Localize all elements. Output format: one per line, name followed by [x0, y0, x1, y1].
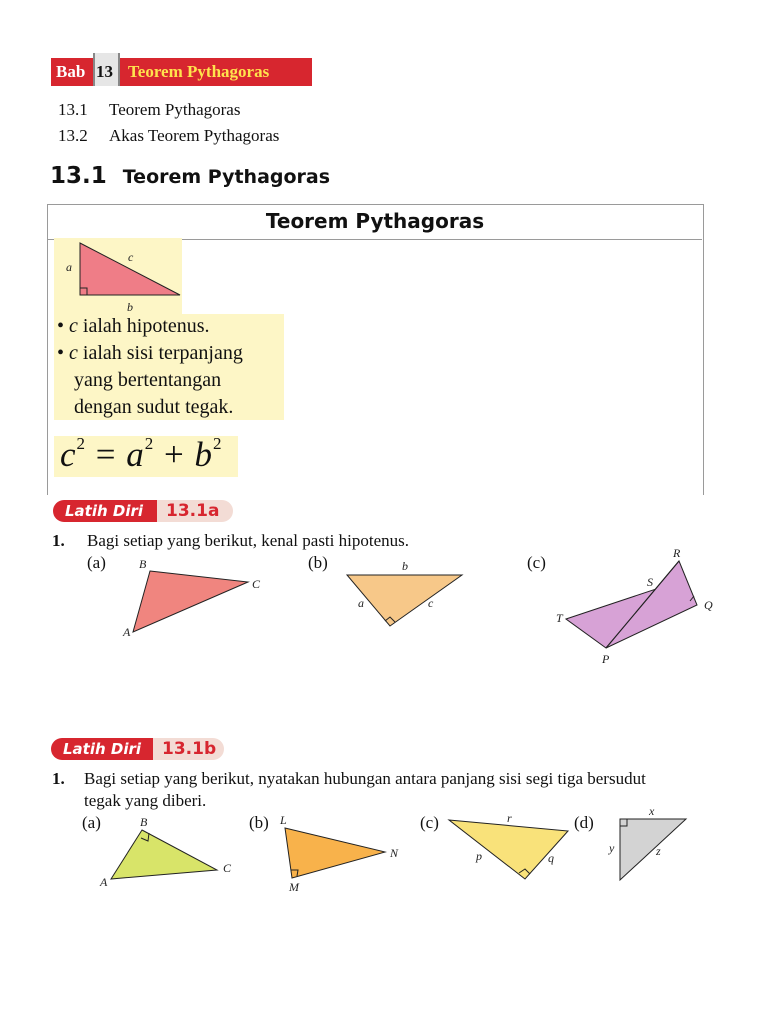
side-label: z: [656, 844, 661, 858]
side-label: r: [507, 811, 512, 825]
vertex-label: B: [139, 557, 147, 571]
latih-diri-badge: Latih Diri: [53, 500, 157, 522]
side-label-a: a: [66, 260, 72, 274]
side-label: q: [548, 851, 554, 865]
formula-exp: 2: [213, 434, 223, 453]
toc-title: Teorem Pythagoras: [109, 100, 241, 119]
side-label: y: [609, 841, 615, 855]
part-label: (c): [527, 553, 546, 572]
toc-number: 13.2: [58, 126, 88, 145]
formula-eq: =: [86, 435, 127, 474]
exercise-code: 13.1a: [157, 500, 233, 522]
part-label: (a): [87, 553, 106, 572]
bullet-glyph: •: [57, 342, 65, 364]
side-label: x: [649, 804, 655, 818]
exercise-a-diagrams: [0, 540, 768, 680]
note-variable: c: [69, 315, 78, 337]
note-item: [57, 313, 243, 340]
formula-b: b: [194, 435, 214, 474]
toc-item: [58, 126, 279, 146]
triangle-c: [449, 820, 568, 879]
formula-exp: 2: [144, 434, 155, 453]
triangle-b: [347, 575, 462, 626]
note-variable: c: [69, 342, 78, 364]
vertex-label: C: [252, 577, 261, 591]
formula-plus: +: [154, 435, 195, 474]
chapter-title: Teorem Pythagoras: [128, 62, 270, 81]
vertex-label: P: [602, 652, 610, 666]
side-label-c: c: [128, 250, 134, 264]
section-heading: [50, 163, 330, 189]
part-label: (a): [82, 813, 101, 832]
theorem-box-title: Teorem Pythagoras: [265, 209, 485, 233]
note-text: ialah hipotenus.: [77, 315, 210, 337]
side-label: c: [428, 596, 434, 610]
toc-number: 13.1: [58, 100, 88, 119]
exercise-b-diagrams: [0, 800, 768, 910]
triangle-a: [133, 571, 248, 632]
bullet-glyph: •: [57, 315, 65, 337]
vertex-label: L: [280, 813, 287, 827]
question-number: 1.: [52, 531, 65, 550]
note-continuation: dengan sudut tegak.: [74, 396, 234, 418]
note-text: ialah sisi terpanjang: [77, 342, 243, 364]
question-number: 1.: [52, 769, 65, 788]
notes-list: [57, 313, 243, 421]
vertex-label: C: [223, 861, 232, 875]
side-label-b: b: [127, 300, 133, 314]
part-label: (b): [308, 553, 328, 572]
formula-exp: 2: [76, 434, 87, 453]
formula-a: a: [126, 435, 145, 474]
note-continuation: yang bertentangan: [74, 369, 222, 391]
side-label: b: [402, 559, 408, 573]
question-text: Bagi setiap yang berikut, kenal pasti hipotenus.: [87, 531, 409, 550]
part-label: (d): [574, 813, 594, 832]
vertex-label: N: [390, 846, 399, 860]
chapter-label: Bab: [56, 62, 86, 81]
toc-item: [58, 100, 240, 120]
vertex-label: A: [100, 875, 108, 889]
exercise-code: 13.1b: [153, 738, 224, 760]
vertex-label: R: [673, 546, 681, 560]
question-text-line2: tegak yang diberi.: [84, 791, 207, 810]
vertex-label: S: [647, 575, 653, 589]
vertex-label: M: [289, 880, 299, 894]
part-label: (b): [249, 813, 269, 832]
right-triangle-diagram: [54, 238, 182, 314]
formula-c: c: [60, 435, 77, 474]
pythagoras-formula: [60, 434, 223, 475]
vertex-label: A: [123, 625, 131, 639]
question-text-line1: Bagi setiap yang berikut, nyatakan hubungan antara panjang sisi segi tiga bersudut: [84, 769, 646, 788]
vertex-label: T: [556, 611, 563, 625]
side-label: a: [358, 596, 364, 610]
chapter-number: 13: [96, 62, 113, 81]
side-label: p: [476, 849, 482, 863]
part-label: (c): [420, 813, 439, 832]
triangle-d: [620, 819, 686, 880]
triangle-a: [111, 830, 217, 879]
note-item: [57, 340, 243, 367]
toc-title: Akas Teorem Pythagoras: [109, 126, 280, 145]
latih-diri-badge: Latih Diri: [51, 738, 153, 760]
triangle-panel: [54, 238, 182, 314]
vertex-label: Q: [704, 598, 713, 612]
section-title: Teorem Pythagoras: [122, 166, 331, 188]
triangle-b: [285, 828, 385, 878]
section-number: 13.1: [50, 163, 107, 189]
vertex-label: B: [140, 815, 148, 829]
